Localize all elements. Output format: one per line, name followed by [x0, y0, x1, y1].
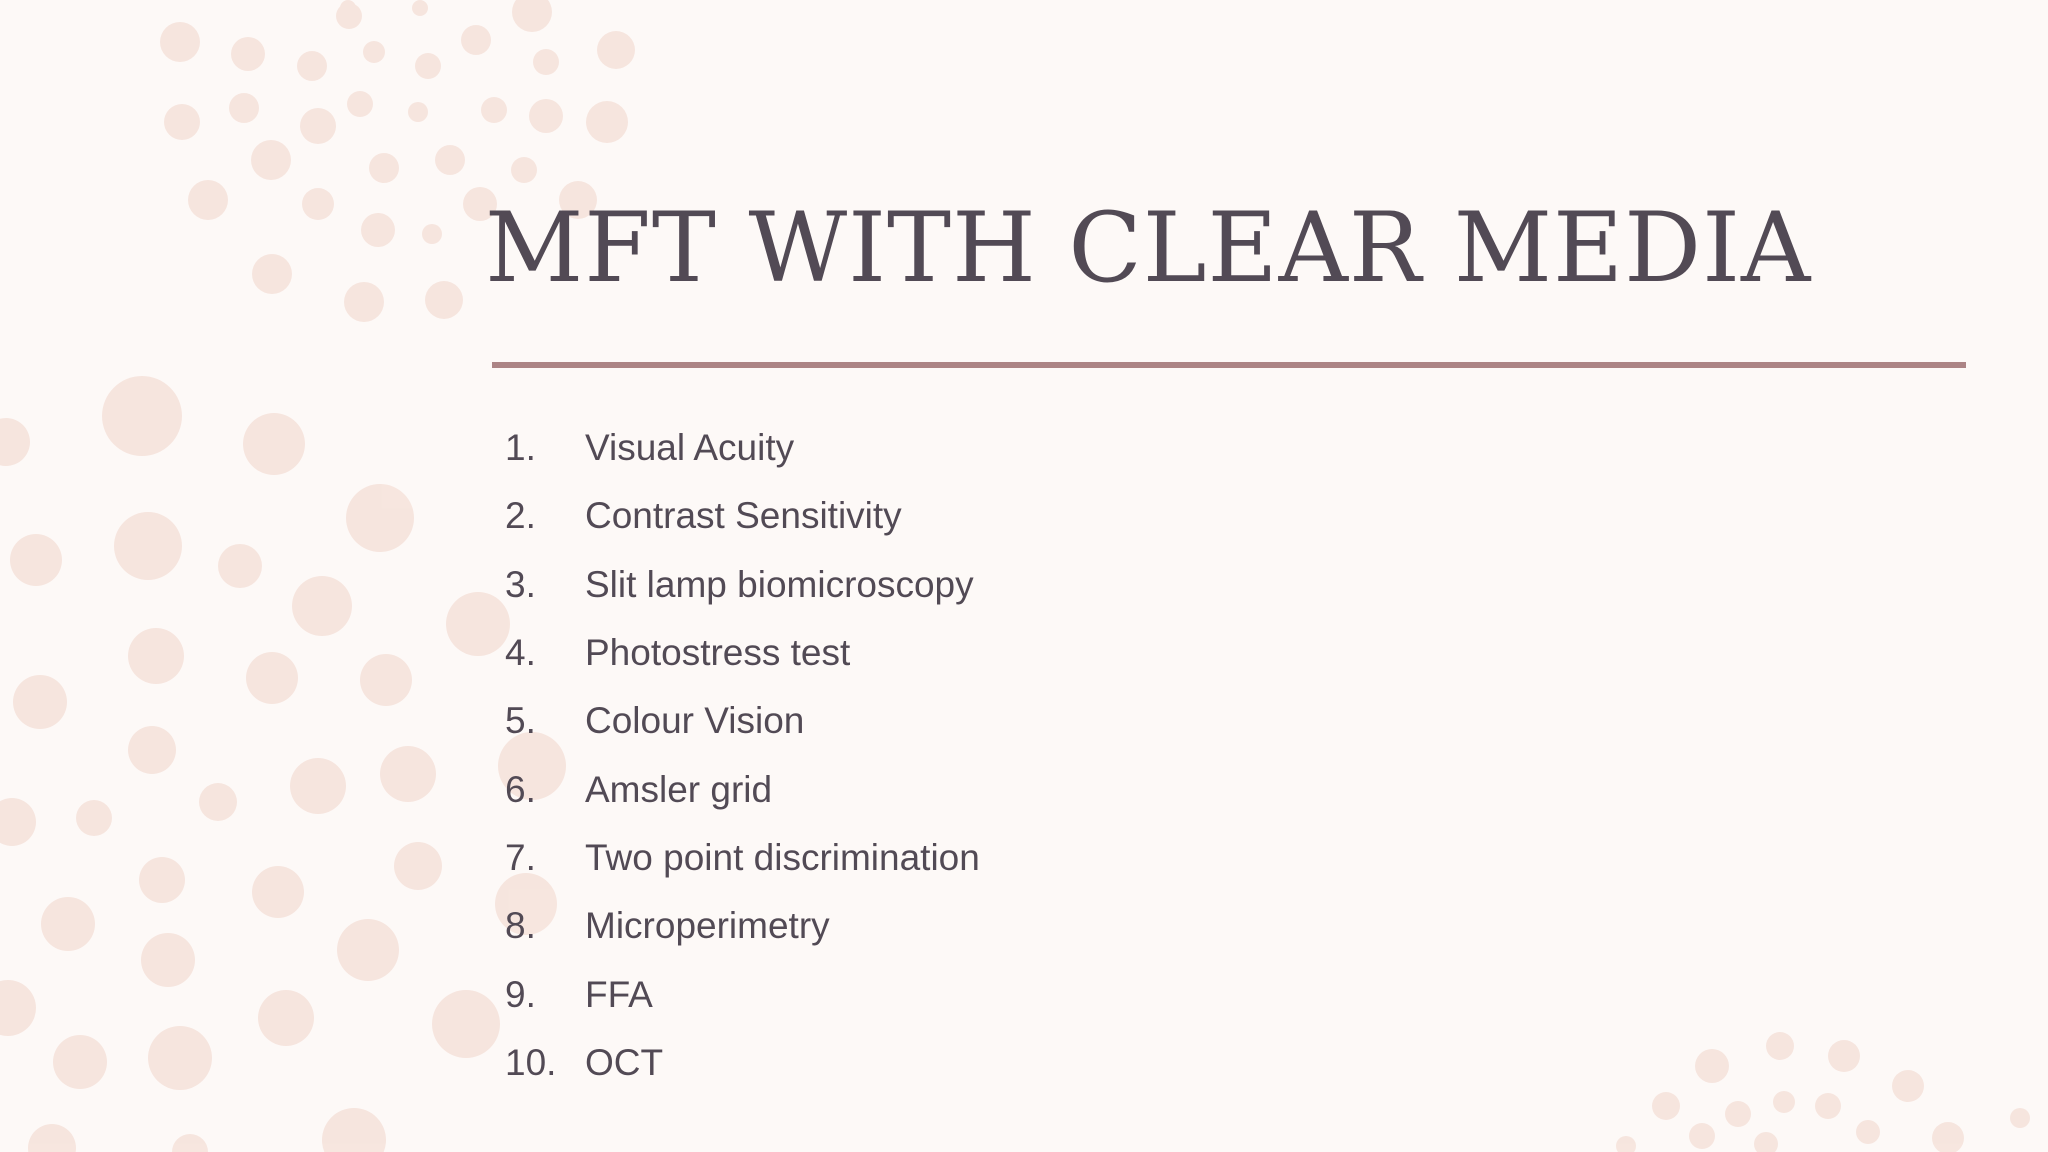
list-item-number: 10. [505, 1041, 557, 1083]
list-item-label: Colour Vision [585, 700, 805, 742]
list-item [505, 1029, 980, 1097]
list-item-number: 1. [505, 427, 536, 469]
list-item-number: 2. [505, 495, 536, 537]
list-item-label: Amsler grid [585, 768, 773, 810]
list-item-label: FFA [585, 973, 653, 1015]
list-item [505, 892, 980, 960]
list-item-label: Two point discrimination [585, 836, 980, 878]
slide-title: MFT WITH CLEAR MEDIA [485, 192, 1812, 304]
list-item-label: Contrast Sensitivity [585, 495, 902, 537]
numbered-list [505, 414, 980, 1097]
list-item-number: 9. [505, 973, 536, 1015]
list-item-label: Microperimetry [585, 905, 830, 947]
title-divider [492, 362, 1966, 368]
list-item [505, 755, 980, 823]
list-item [505, 482, 980, 550]
list-item-label: Visual Acuity [585, 427, 795, 469]
list-item [505, 414, 980, 482]
list-item-number: 5. [505, 700, 536, 742]
list-item [505, 824, 980, 892]
list-item-label: Slit lamp biomicroscopy [585, 563, 974, 605]
list-item [505, 619, 980, 687]
list-item-number: 4. [505, 632, 536, 674]
list-item-number: 3. [505, 563, 536, 605]
list-item-label: Photostress test [585, 632, 851, 674]
list-item-number: 8. [505, 905, 536, 947]
list-item-number: 7. [505, 836, 536, 878]
list-item [505, 551, 980, 619]
list-item-number: 6. [505, 768, 536, 810]
list-item-label: OCT [585, 1041, 664, 1083]
list-item [505, 687, 980, 755]
list-item [505, 960, 980, 1028]
